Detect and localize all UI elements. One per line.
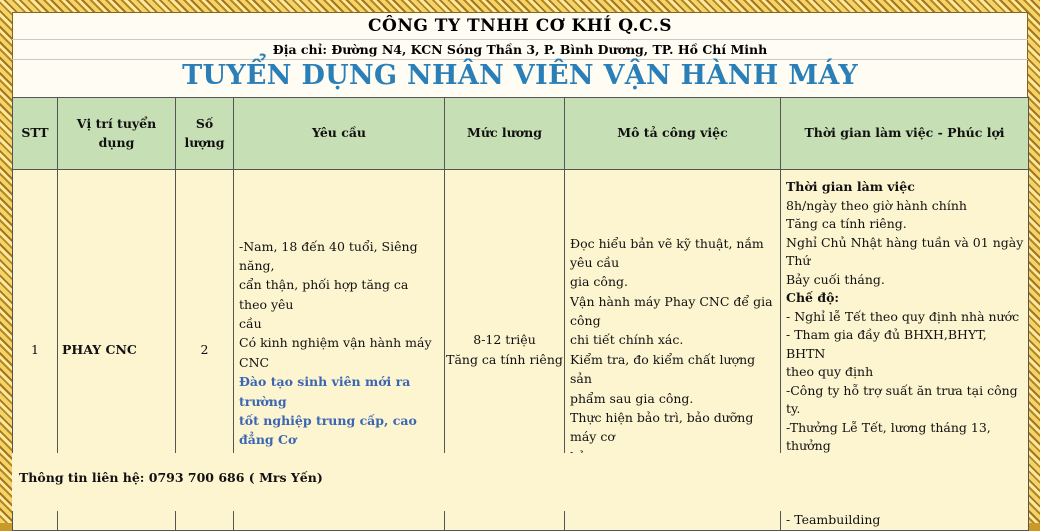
benefits-time-line: Tăng ca tính riêng. [786,216,907,231]
description-line: chi tiết chính xác. [570,332,684,348]
table-header-row [13,98,1029,170]
description-line: Đọc hiểu bản vẽ kỹ thuật, nắm yêu cầu [570,235,764,270]
description-line: Kiểm tra, đo kiểm chất lượng sản [570,351,756,387]
requirement-line: cẩn thận, phối hợp tăng ca theo yêu [239,277,409,312]
contact-info: Thông tin liên hệ: 0793 700 686 ( Mrs Yến) [19,470,323,485]
divider [12,39,1028,40]
col-header-position: Vị trí tuyển dụng [58,98,176,170]
requirement-line: Có kinh nghiệm vận hành máy CNC [239,335,432,370]
requirement-line: -Nam, 18 đến 40 tuổi, Siêng năng, [239,238,418,273]
requirement-line: cầu [239,316,262,331]
benefits-policy-line: - Tham gia đầy đủ BHXH,BHYT, BHTN [786,327,987,361]
cell-quantity: 2 [176,170,234,531]
benefits-policy-title: Chế độ: [786,290,840,305]
col-header-requirements: Yêu cầu [234,98,445,170]
cell-stt: 1 [13,170,58,531]
col-header-description: Mô tả công việc [565,98,781,170]
benefits-policy-line: -Công ty hỗ trợ suất ăn trưa tại công ty. [786,382,1018,416]
company-address: Địa chỉ: Đường N4, KCN Sóng Thần 3, P. Bình Dương, TP. Hồ Chí Minh [272,42,768,57]
description-line: gia công. [570,274,628,290]
benefits-time-line: 8h/ngày theo giờ hành chính [786,197,967,213]
col-header-quantity [176,98,234,170]
requirement-highlight-line: Đào tạo sinh viên mới ra trường [239,374,411,409]
col-header-salary: Mức lương [445,98,565,170]
benefits-time-title: Thời gian làm việc [786,179,915,194]
benefits-policy-line: -Thưởng Lễ Tết, lương tháng 13, thưởng [786,419,991,453]
cell-position: PHAY CNC [58,170,176,531]
benefits-time-line: Nghỉ Chủ Nhật hàng tuần và 01 ngày Thứ [786,234,1024,268]
salary-overtime: Tăng ca tính riêng [446,351,563,367]
col-header-quantity-line1: Số [195,116,214,132]
benefits-policy-line: theo quy định [786,364,874,379]
company-name: CÔNG TY TNHH CƠ KHÍ Q.C.S [367,16,673,36]
requirement-highlight-line: tốt nghiệp trung cấp, cao đẳng Cơ [239,412,417,448]
col-header-stt: STT [13,98,58,170]
description-line: Vận hành máy Phay CNC để gia công [570,293,773,328]
salary-range: 8-12 triệu [473,332,536,348]
benefits-policy-line: - Teambuilding [786,512,881,527]
recruitment-poster [12,12,1028,527]
col-header-benefits: Thời gian làm việc - Phúc lợi [781,98,1029,170]
description-line: Thực hiện bảo trì, bảo dưỡng máy cơ [570,409,754,445]
benefits-policy-line: - Nghỉ lễ Tết theo quy định nhà nước [786,308,1020,324]
col-header-quantity-line2: lượng [184,134,225,150]
benefits-time-line: Bảy cuối tháng. [786,271,885,287]
description-line: phẩm sau gia công. [570,390,694,406]
page-title: TUYỂN DỤNG NHÂN VIÊN VẬN HÀNH MÁY [182,60,858,91]
